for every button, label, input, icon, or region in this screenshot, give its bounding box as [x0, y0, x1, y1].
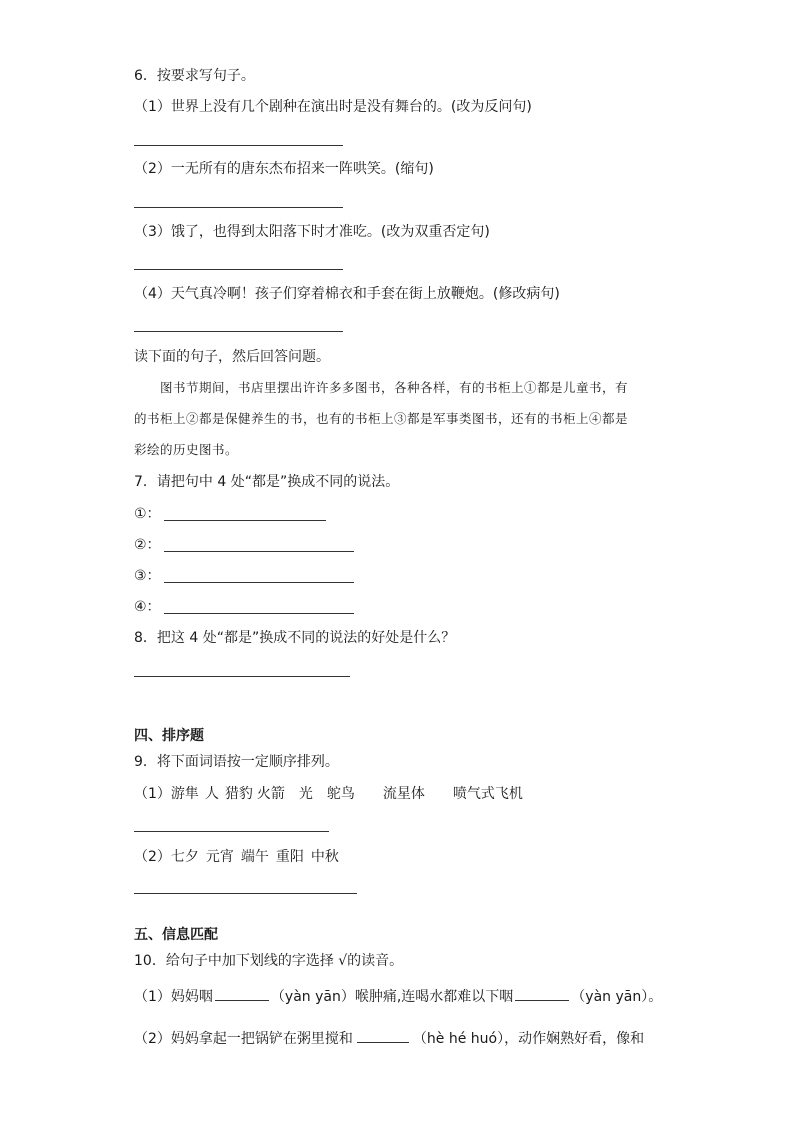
q10-s1-part-b: （yàn yān）喉肿痛,连喝水都难以下咽 [270, 989, 514, 1005]
passage-line-1: 图书节期间，书店里摆出许许多多图书，各种各样，有的书柜上①都是儿童书，有 [160, 380, 629, 395]
q9-item-2 [134, 847, 339, 867]
q6-answer-line-4[interactable] [134, 331, 343, 332]
q7-answer-blank-3[interactable] [164, 582, 354, 583]
q9-item-2-prefix: （2） [134, 849, 171, 865]
q9-word: 游隼 [170, 786, 199, 802]
q9-word: 人 [204, 786, 219, 802]
q6-item-2: （2）一无所有的唐东杰布招来一阵哄笑。(缩句) [134, 161, 434, 177]
reading-instruction: 读下面的句子，然后回答问题。 [134, 349, 330, 365]
q9-word: 喷气式飞机 [452, 786, 523, 802]
passage-line-2: 的书柜上②都是保健养生的书，也有的书柜上③都是军事类图书，还有的书柜上④都是 [134, 411, 629, 426]
q9-item-1-prefix: （1） [134, 786, 171, 802]
q9-word: 重阳 [275, 849, 304, 865]
q6-answer-line-3[interactable] [134, 269, 343, 270]
q7-answer-2 [134, 535, 354, 555]
q7-label-1: ①： [134, 506, 161, 522]
q9-item-1 [134, 784, 523, 804]
q10-sentence-1 [134, 986, 662, 1007]
q7-answer-blank-4[interactable] [164, 613, 354, 614]
q9-word: 七夕 [170, 849, 199, 865]
section4-heading: 四、排序题 [134, 728, 204, 744]
q10-s2-part-a: （2）妈妈拿起一把锅铲在粥里搅和 [134, 1031, 353, 1047]
q10-s1-part-c: （yàn yān）。 [571, 989, 663, 1005]
q6-item-3: （3）饿了，也得到太阳落下时才准吃。(改为双重否定句) [134, 224, 490, 240]
q7-label-4: ④： [134, 599, 161, 615]
q10-s1-blank-1[interactable] [215, 986, 269, 1001]
q9-word: 鸵鸟 [326, 786, 355, 802]
q8-answer-line[interactable] [134, 676, 350, 677]
passage-line-3: 彩绘的历史图书。 [134, 442, 239, 457]
q6-answer-line-1[interactable] [134, 145, 343, 146]
q7-title: 7．请把句中 4 处“都是”换成不同的说法。 [134, 474, 400, 490]
q9-word: 火箭 [256, 786, 285, 802]
q9-word: 中秋 [310, 849, 339, 865]
q9-word: 端午 [240, 849, 269, 865]
q10-sentence-2 [134, 1028, 644, 1049]
q7-answer-4 [134, 597, 354, 617]
q7-answer-3 [134, 566, 354, 586]
q10-s1-part-a: （1）妈妈咽 [134, 989, 213, 1005]
q7-answer-blank-1[interactable] [164, 520, 326, 521]
q10-s2-part-b: （hè hé huó），动作娴熟好看，像和 [412, 1031, 645, 1047]
q9-word: 元宵 [205, 849, 234, 865]
q9-title: 9．将下面词语按一定顺序排列。 [134, 754, 339, 770]
q7-answer-1 [134, 504, 326, 524]
q6-answer-line-2[interactable] [134, 207, 343, 208]
q10-title: 10．给句子中加下划线的字选择 √的读音。 [134, 953, 404, 969]
section5-heading: 五、信息匹配 [134, 927, 218, 943]
q7-label-2: ②： [134, 537, 161, 553]
q9-answer-line-2[interactable] [134, 893, 357, 894]
q8-title: 8．把这 4 处“都是”换成不同的说法的好处是什么？ [134, 630, 456, 646]
q10-s2-blank-1[interactable] [357, 1028, 409, 1043]
q9-word: 猎豹 [224, 786, 253, 802]
q9-word: 流星体 [382, 786, 425, 802]
q6-title: 6．按要求写句子。 [134, 68, 255, 84]
q10-s1-blank-2[interactable] [515, 986, 569, 1001]
q7-label-3: ③： [134, 568, 161, 584]
q6-item-4: （4）天气真冷啊！孩子们穿着棉衣和手套在街上放鞭炮。(修改病句) [134, 286, 560, 302]
q6-item-1: （1）世界上没有几个剧种在演出时是没有舞台的。(改为反问句) [134, 99, 532, 115]
q9-answer-line-1[interactable] [134, 831, 329, 832]
q7-answer-blank-2[interactable] [164, 551, 354, 552]
q9-word: 光 [298, 786, 313, 802]
